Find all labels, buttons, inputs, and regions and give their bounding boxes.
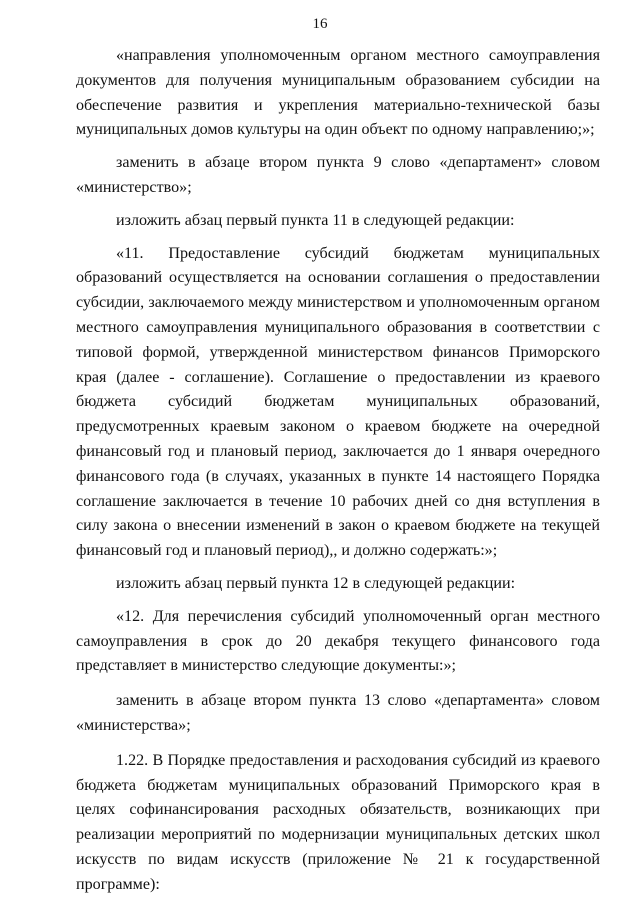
- paragraph-4: «11. Предоставление субсидий бюджетам муниципальных образований осуществляется на основании соглашения о предоставлении субсидии, заключаемого между министерством и уполномоченным органом местного самоуправления муниципального образования в соответствии с типовой формой, утвержденной министерством финансов Приморского края (далее - соглашение). Соглашение о предоставлении из краевого бюджета субсидий бюджетам муниципальных образований, предусмотренных краевым законом о краевом бюджете на очередной финансовый год и плановый период, заключается до 1 января очередного финансового года (в случаях, указанных в пункте 14 настоящего Порядка соглашение заключается в течение 10 рабочих дней со дня вступления в силу закона о внесении изменений в закон о краевом бюджете на текущей финансовый год и плановый период),, и должно содержать:»;: [76, 244, 600, 560]
- paragraph-6: «12. Для перечисления субсидий уполномоченный орган местного самоуправления в срок до 20 декабря текущего финансового года представляет в министерство следующие документы:»;: [76, 607, 600, 675]
- paragraph-8: 1.22. В Порядке предоставления и расходования субсидий из краевого бюджета бюджетам муниципальных образований Приморского края в целях софинансирования расходных обязательств, возникающих при реализации мероприятий по модернизации муниципальных детских школ искусств по видам искусств (приложение № 21 к государственной программе):: [76, 751, 600, 893]
- document-body: [76, 44, 600, 898]
- paragraph-7: заменить в абзаце втором пункта 13 слово «департамента» словом «министерства»;: [76, 692, 600, 734]
- paragraph-5: изложить абзац первый пункта 12 в следующей редакции:: [116, 574, 516, 592]
- paragraph-3: изложить абзац первый пункта 11 в следующей редакции:: [116, 211, 515, 229]
- paragraph-2: заменить в абзаце втором пункта 9 слово «департамент» словом «министерство»;: [76, 154, 600, 196]
- paragraph-1: «направления уполномоченным органом местного самоуправления документов для получения муниципальным образованием субсидии на обеспечение развития и укрепления материально-технической базы муниципальных домов культуры на один объект по одному направлению;»;: [76, 47, 600, 139]
- page-number: 16: [312, 16, 328, 32]
